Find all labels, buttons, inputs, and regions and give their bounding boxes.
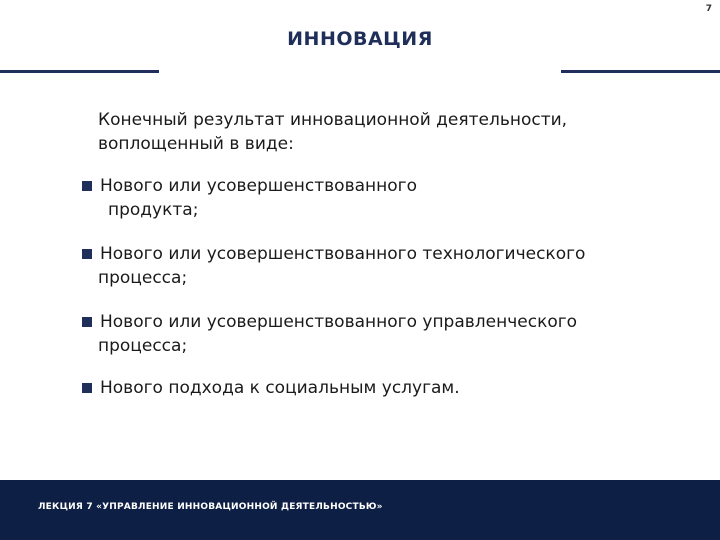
bullet-text-line-2: продукта;	[108, 200, 199, 220]
title-rule-right	[561, 70, 720, 73]
bullet-item	[82, 174, 662, 222]
intro-line-2: воплощенный в виде:	[98, 134, 294, 154]
square-bullet-icon	[82, 181, 92, 191]
bullet-item	[82, 310, 662, 358]
square-bullet-icon	[82, 383, 92, 393]
bullet-text-line-2: процесса;	[98, 336, 188, 356]
bullet-text-line-1: Нового подхода к социальным услугам.	[100, 378, 460, 398]
square-bullet-icon	[82, 317, 92, 327]
footer-lecture-title: ЛЕКЦИЯ 7 «УПРАВЛЕНИЕ ИННОВАЦИОННОЙ ДЕЯТЕЛЬНОСТЬЮ»	[38, 502, 383, 512]
bullet-item	[82, 376, 662, 400]
bullet-text-line-2: процесса;	[98, 268, 188, 288]
footer-bar	[0, 480, 720, 540]
intro-text	[98, 108, 658, 156]
bullet-text-line-1: Нового или усовершенствованного технологического	[100, 244, 586, 264]
slide-title: ИННОВАЦИЯ	[287, 28, 433, 50]
intro-line-1: Конечный результат инновационной деятельности,	[98, 110, 568, 130]
page-number: 7	[705, 4, 712, 14]
bullet-item	[82, 242, 662, 290]
title-rule-left	[0, 70, 159, 73]
square-bullet-icon	[82, 249, 92, 259]
bullet-text-line-1: Нового или усовершенствованного управленческого	[100, 312, 578, 332]
bullet-text-line-1: Нового или усовершенствованного	[100, 176, 417, 196]
